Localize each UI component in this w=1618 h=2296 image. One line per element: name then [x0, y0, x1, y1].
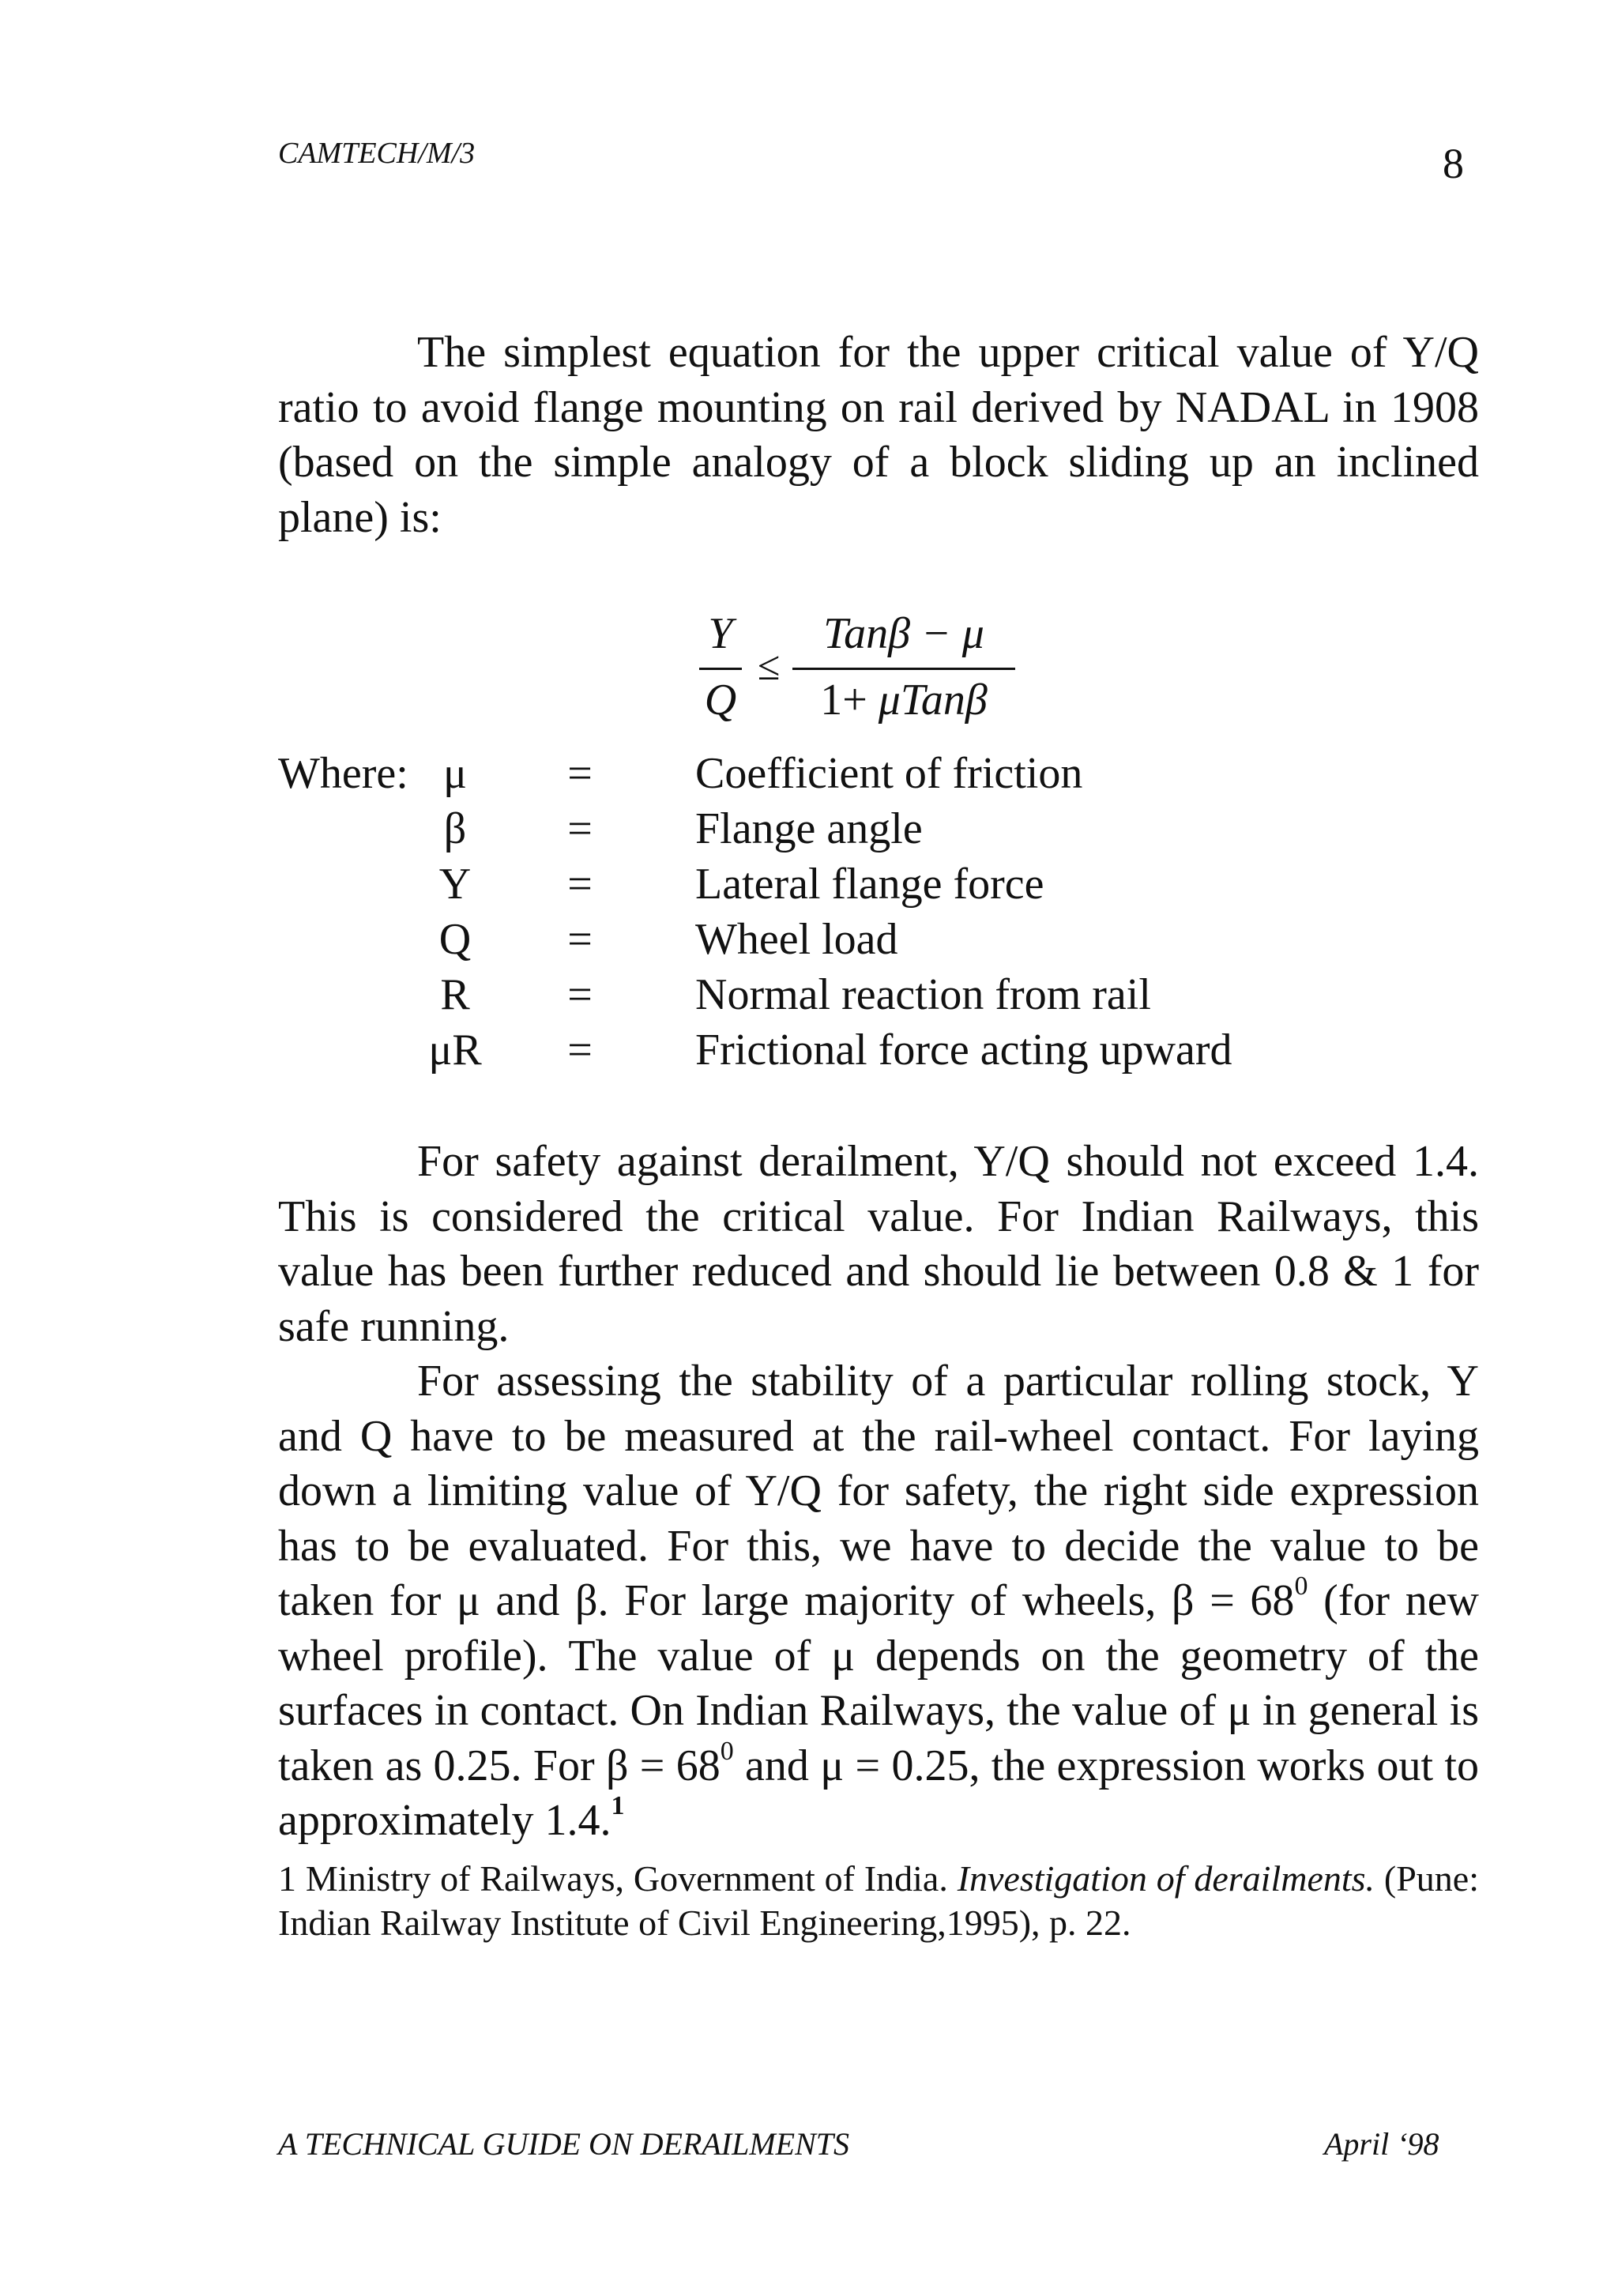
definition-equals: = [567, 804, 593, 853]
where-label: Where: [278, 749, 408, 798]
formula-relation: ≤ [757, 644, 781, 689]
definition-row [278, 912, 1479, 967]
assessment-paragraph [278, 1354, 1479, 1849]
definition-row [278, 801, 1479, 856]
formula-rhs-denominator-one: 1+ [820, 676, 879, 725]
definition-description: Flange angle [695, 804, 923, 853]
assessment-text-2: (for new wheel profile). The value of μ depends on the geometry of the surfaces in contact. On Indian Railways, the value of μ in general is taken as 0.25. For β = 68 [278, 1576, 1479, 1790]
definition-row [278, 746, 1479, 801]
formula-rhs-bar [792, 668, 1015, 670]
definition-description: Normal reaction from rail [695, 970, 1151, 1019]
page-number: 8 [1443, 140, 1464, 187]
intro-paragraph: The simplest equation for the upper critical value of Y/Q ratio to avoid flange mounting on rail derived by NADAL in 1908 (based on the simple analogy of a block sliding up an inclined plane) is: [278, 328, 1479, 542]
footnote-reference: 1 [611, 1791, 625, 1820]
definition-row [278, 856, 1479, 912]
definition-row [278, 1022, 1479, 1078]
footnote-suffix: (Pune: Indian Railway Institute of Civil Engineering,1995), p. 22. [278, 1858, 1479, 1943]
formula-rhs-denominator-term: μTanβ [878, 676, 988, 725]
formula-lhs-denominator: Q [704, 676, 737, 725]
degree-superscript: 0 [1294, 1571, 1308, 1601]
definition-symbol: Y [438, 860, 472, 909]
definition-equals: = [567, 860, 593, 909]
formula-rhs-numerator: Tanβ − μ [823, 609, 984, 658]
running-footer-title: A TECHNICAL GUIDE ON DERAILMENTS [278, 2126, 850, 2162]
definition-equals: = [567, 1026, 593, 1075]
running-footer-date: April ‘98 [1324, 2126, 1439, 2162]
definition-description: Coefficient of friction [695, 749, 1083, 798]
formula-lhs-bar [699, 668, 742, 670]
running-header: CAMTECH/M/3 [278, 137, 476, 170]
footnote [278, 1857, 1479, 1945]
formula-rhs-fraction [792, 610, 1015, 728]
footnote-number: 1 [278, 1858, 296, 1899]
degree-superscript: 0 [720, 1736, 734, 1766]
definition-symbol: R [440, 970, 470, 1019]
definition-symbol: μ [442, 749, 468, 798]
formula-rhs-denominator [792, 676, 1015, 724]
definition-description: Frictional force acting upward [695, 1026, 1232, 1075]
definition-description: Lateral flange force [695, 860, 1044, 909]
formula-lhs-fraction [699, 610, 742, 728]
formula-lhs-numerator: Y [708, 609, 733, 658]
definition-equals: = [567, 749, 593, 798]
definition-description: Wheel load [695, 915, 898, 964]
safety-paragraph: For safety against derailment, Y/Q should not exceed 1.4. This is considered the critical value. For Indian Railways, this value has been further reduced and should lie between 0.8 & 1 for safe running. [278, 1137, 1479, 1351]
definition-symbol: μR [428, 1026, 482, 1075]
assessment-text-3: and μ = 0.25, the expression works out to approximately 1.4. [278, 1741, 1479, 1845]
footnote-title: Investigation of derailments. [957, 1858, 1375, 1899]
assessment-text-1: For assessing the stability of a particular rolling stock, Y and Q have to be measured at the rail-wheel contact. For laying down a limiting value of Y/Q for safety, the right side expression has to be evaluated. For this, we have to decide the value to be taken for μ and β. For large majority of wheels, β = 68 [278, 1357, 1479, 1625]
definition-symbol: β [443, 804, 467, 853]
definition-symbol: Q [438, 915, 472, 964]
definition-row [278, 967, 1479, 1022]
definition-equals: = [567, 915, 593, 964]
definition-equals: = [567, 970, 593, 1019]
footnote-prefix: Ministry of Railways, Government of India. [296, 1858, 958, 1899]
nadal-formula [699, 610, 1015, 728]
